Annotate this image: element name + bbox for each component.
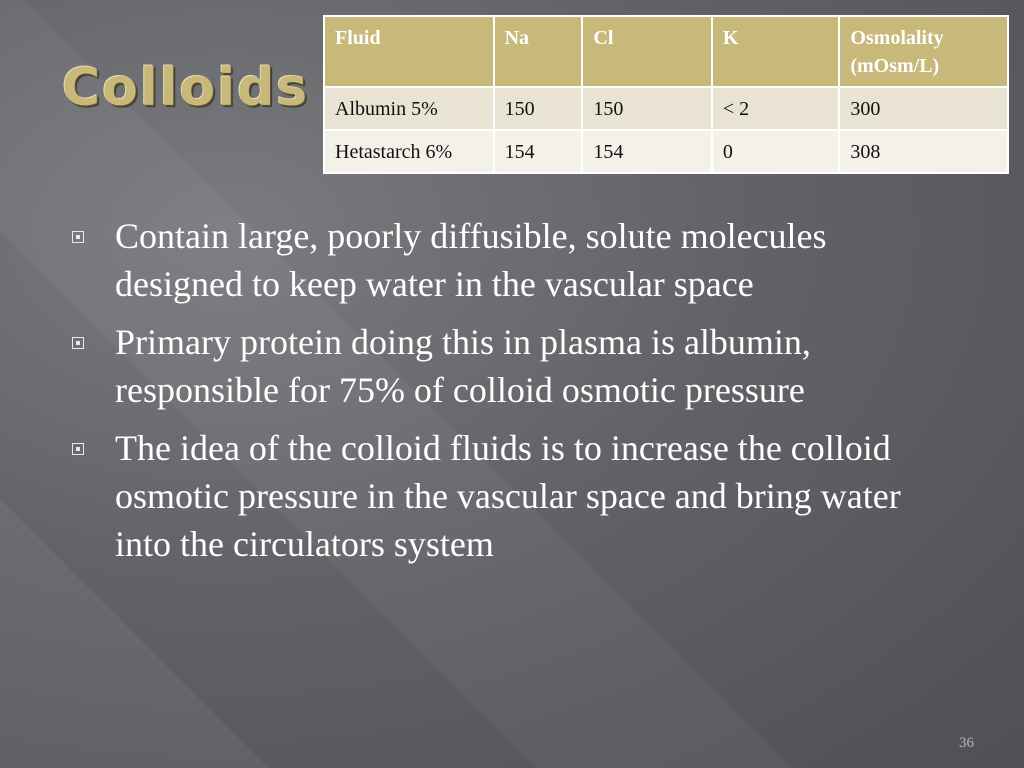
table-cell: 0	[712, 130, 839, 173]
header-na: Na	[494, 16, 583, 87]
bullet-text: Primary protein doing this in plasma is albumin, responsible for 75% of colloid osmotic pressure	[115, 322, 811, 410]
table-row	[324, 130, 1008, 173]
table-cell: 150	[494, 87, 583, 130]
table-header-row	[324, 16, 1008, 87]
bullet-item	[72, 212, 962, 308]
header-fluid: Fluid	[324, 16, 494, 87]
header-cl: Cl	[582, 16, 712, 87]
bullet-text: The idea of the colloid fluids is to increase the colloid osmotic pressure in the vascular space and bring water into the circulators system	[115, 428, 901, 564]
table-cell: 154	[494, 130, 583, 173]
page-number: 36	[959, 735, 974, 751]
fluid-table	[323, 15, 1009, 174]
table-row	[324, 87, 1008, 130]
table-cell: 308	[839, 130, 1008, 173]
bullet-item	[72, 318, 962, 414]
table-cell: Hetastarch 6%	[324, 130, 494, 173]
square-bullet-icon	[72, 337, 84, 349]
table-cell: 154	[582, 130, 712, 173]
table-cell: 150	[582, 87, 712, 130]
bullet-list	[72, 212, 962, 578]
bullet-text: Contain large, poorly diffusible, solute molecules designed to keep water in the vascular space	[115, 216, 827, 304]
slide-title: Colloids	[62, 58, 310, 118]
header-osmolality: Osmolality (mOsm/L)	[839, 16, 1008, 87]
table-cell: < 2	[712, 87, 839, 130]
table-cell: Albumin 5%	[324, 87, 494, 130]
square-bullet-icon	[72, 443, 84, 455]
bullet-item	[72, 424, 962, 568]
header-k: K	[712, 16, 839, 87]
table-cell: 300	[839, 87, 1008, 130]
square-bullet-icon	[72, 231, 84, 243]
